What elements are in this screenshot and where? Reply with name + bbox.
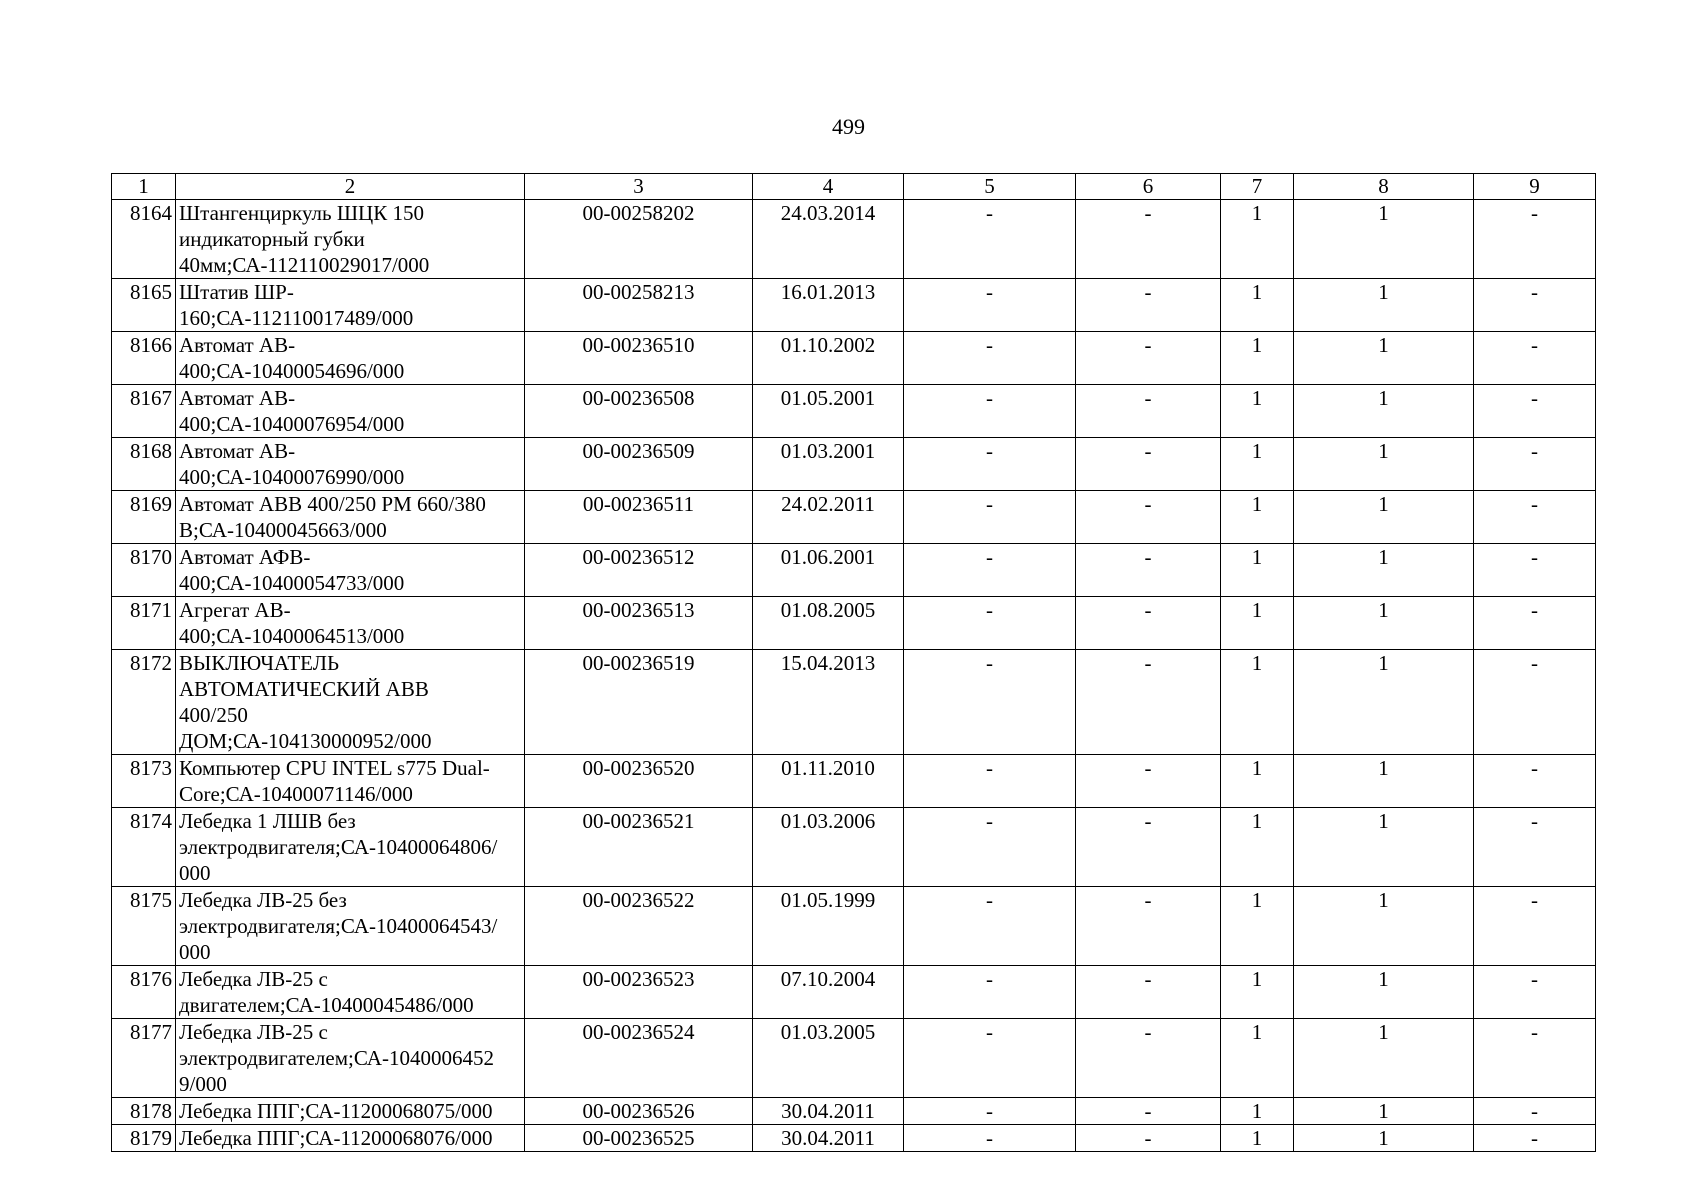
item-name-line: двигателем;СА-10400045486/000 (179, 993, 474, 1017)
item-name-line: Core;СА-10400071146/000 (179, 782, 413, 806)
date-cell: 30.04.2011 (753, 1125, 904, 1152)
item-name-line: 400;СА-10400054696/000 (179, 359, 405, 383)
row-number-cell: 8167 (112, 385, 176, 438)
item-name-cell (176, 200, 525, 279)
column-5-cell: - (904, 279, 1076, 332)
column-8-cell: 1 (1294, 887, 1474, 966)
item-name-line: Автомат АФВ- (179, 545, 311, 569)
column-7-cell: 1 (1221, 597, 1294, 650)
table-row (112, 966, 1596, 1019)
column-5-cell: - (904, 544, 1076, 597)
item-name-line: Лебедка 1 ЛШВ без (179, 809, 356, 833)
column-5-cell: - (904, 1098, 1076, 1125)
item-name-line: Автомат АВ- (179, 333, 296, 357)
column-9-cell: - (1474, 1098, 1596, 1125)
column-5-cell: - (904, 808, 1076, 887)
item-name-line: 400/250 (179, 703, 248, 727)
column-6-cell: - (1076, 279, 1221, 332)
column-8-cell: 1 (1294, 808, 1474, 887)
table-row (112, 755, 1596, 808)
row-number-cell: 8164 (112, 200, 176, 279)
item-name-line: электродвигателя;СА-10400064543/ (179, 914, 498, 938)
item-name-line: 400;СА-10400076990/000 (179, 465, 405, 489)
inventory-code-cell: 00-00236524 (525, 1019, 753, 1098)
item-name-line: Лебедка ЛВ-25 с (179, 1020, 328, 1044)
column-6-cell: - (1076, 755, 1221, 808)
item-name-line: 400;СА-10400064513/000 (179, 624, 405, 648)
item-name-line: 40мм;СА-112110029017/000 (179, 253, 430, 277)
item-name-line: ДОМ;СА-104130000952/000 (179, 729, 432, 753)
column-7-cell: 1 (1221, 438, 1294, 491)
row-number-cell: 8171 (112, 597, 176, 650)
table-row (112, 385, 1596, 438)
asset-register-table (111, 173, 1596, 1152)
column-8-cell: 1 (1294, 1019, 1474, 1098)
item-name-line: 000 (179, 861, 211, 885)
column-header: 5 (904, 174, 1076, 200)
item-name-line: электродвигателем;СА-1040006452 (179, 1046, 494, 1070)
date-cell: 01.08.2005 (753, 597, 904, 650)
item-name-line: Компьютер CPU INTEL s775 Dual- (179, 756, 490, 780)
inventory-code-cell: 00-00236522 (525, 887, 753, 966)
item-name-cell (176, 1019, 525, 1098)
column-6-cell: - (1076, 438, 1221, 491)
column-header: 6 (1076, 174, 1221, 200)
row-number-cell: 8169 (112, 491, 176, 544)
table-row (112, 200, 1596, 279)
column-7-cell: 1 (1221, 385, 1294, 438)
column-6-cell: - (1076, 887, 1221, 966)
item-name-cell (176, 808, 525, 887)
column-5-cell: - (904, 385, 1076, 438)
column-header: 3 (525, 174, 753, 200)
date-cell: 16.01.2013 (753, 279, 904, 332)
row-number-cell: 8170 (112, 544, 176, 597)
row-number-cell: 8176 (112, 966, 176, 1019)
column-5-cell: - (904, 755, 1076, 808)
column-5-cell: - (904, 650, 1076, 755)
inventory-code-cell: 00-00236508 (525, 385, 753, 438)
column-6-cell: - (1076, 808, 1221, 887)
column-9-cell: - (1474, 544, 1596, 597)
item-name-cell (176, 755, 525, 808)
item-name-cell (176, 597, 525, 650)
date-cell: 01.10.2002 (753, 332, 904, 385)
date-cell: 01.05.2001 (753, 385, 904, 438)
column-header: 8 (1294, 174, 1474, 200)
item-name-line: 000 (179, 940, 211, 964)
column-5-cell: - (904, 332, 1076, 385)
column-9-cell: - (1474, 200, 1596, 279)
column-9-cell: - (1474, 808, 1596, 887)
item-name-line: электродвигателя;СА-10400064806/ (179, 835, 498, 859)
column-7-cell: 1 (1221, 966, 1294, 1019)
column-9-cell: - (1474, 438, 1596, 491)
row-number-cell: 8174 (112, 808, 176, 887)
column-7-cell: 1 (1221, 1125, 1294, 1152)
item-name-cell (176, 332, 525, 385)
column-5-cell: - (904, 1019, 1076, 1098)
column-9-cell: - (1474, 650, 1596, 755)
column-7-cell: 1 (1221, 544, 1294, 597)
inventory-code-cell: 00-00236519 (525, 650, 753, 755)
item-name-cell (176, 966, 525, 1019)
row-number-cell: 8172 (112, 650, 176, 755)
column-8-cell: 1 (1294, 491, 1474, 544)
column-8-cell: 1 (1294, 755, 1474, 808)
column-9-cell: - (1474, 332, 1596, 385)
column-8-cell: 1 (1294, 385, 1474, 438)
column-5-cell: - (904, 491, 1076, 544)
table-body (112, 200, 1596, 1152)
page-number: 499 (832, 114, 865, 139)
column-header: 9 (1474, 174, 1596, 200)
column-7-cell: 1 (1221, 332, 1294, 385)
column-7-cell: 1 (1221, 887, 1294, 966)
date-cell: 01.06.2001 (753, 544, 904, 597)
inventory-code-cell: 00-00236512 (525, 544, 753, 597)
date-cell: 01.03.2006 (753, 808, 904, 887)
item-name-line: Штангенциркуль ШЦК 150 (179, 201, 424, 225)
column-8-cell: 1 (1294, 544, 1474, 597)
column-6-cell: - (1076, 1098, 1221, 1125)
item-name-line: Лебедка ЛВ-25 без (179, 888, 347, 912)
column-8-cell: 1 (1294, 332, 1474, 385)
table-row (112, 491, 1596, 544)
column-9-cell: - (1474, 385, 1596, 438)
date-cell: 24.03.2014 (753, 200, 904, 279)
column-6-cell: - (1076, 966, 1221, 1019)
date-cell: 07.10.2004 (753, 966, 904, 1019)
table-row (112, 332, 1596, 385)
column-8-cell: 1 (1294, 200, 1474, 279)
column-6-cell: - (1076, 544, 1221, 597)
table-row (112, 887, 1596, 966)
item-name-line: Автомат АВВ 400/250 РМ 660/380 (179, 492, 486, 516)
item-name-cell (176, 279, 525, 332)
column-number-header-row (112, 174, 1596, 200)
date-cell: 30.04.2011 (753, 1098, 904, 1125)
column-8-cell: 1 (1294, 279, 1474, 332)
date-cell: 15.04.2013 (753, 650, 904, 755)
table-row (112, 1098, 1596, 1125)
column-6-cell: - (1076, 597, 1221, 650)
item-name-cell (176, 887, 525, 966)
inventory-code-cell: 00-00258213 (525, 279, 753, 332)
item-name-line: индикаторный губки (179, 227, 365, 251)
inventory-code-cell: 00-00236520 (525, 755, 753, 808)
row-number-cell: 8165 (112, 279, 176, 332)
table-row (112, 1125, 1596, 1152)
row-number-cell: 8177 (112, 1019, 176, 1098)
column-8-cell: 1 (1294, 597, 1474, 650)
column-7-cell: 1 (1221, 650, 1294, 755)
table-row (112, 279, 1596, 332)
column-5-cell: - (904, 200, 1076, 279)
item-name-line: В;СА-10400045663/000 (179, 518, 387, 542)
column-7-cell: 1 (1221, 755, 1294, 808)
inventory-code-cell: 00-00236521 (525, 808, 753, 887)
table-row (112, 650, 1596, 755)
column-8-cell: 1 (1294, 650, 1474, 755)
item-name-cell (176, 438, 525, 491)
item-name-line: Лебедка ЛВ-25 с (179, 967, 328, 991)
item-name-line: 400;СА-10400054733/000 (179, 571, 405, 595)
column-7-cell: 1 (1221, 491, 1294, 544)
item-name-line: Лебедка ППГ;СА-11200068076/000 (179, 1126, 493, 1150)
column-header: 1 (112, 174, 176, 200)
row-number-cell: 8166 (112, 332, 176, 385)
item-name-line: Автомат АВ- (179, 439, 296, 463)
column-header: 4 (753, 174, 904, 200)
date-cell: 01.03.2005 (753, 1019, 904, 1098)
column-9-cell: - (1474, 491, 1596, 544)
column-7-cell: 1 (1221, 279, 1294, 332)
column-6-cell: - (1076, 385, 1221, 438)
row-number-cell: 8173 (112, 755, 176, 808)
inventory-code-cell: 00-00236511 (525, 491, 753, 544)
row-number-cell: 8168 (112, 438, 176, 491)
column-9-cell: - (1474, 1019, 1596, 1098)
item-name-line: Штатив ШР- (179, 280, 294, 304)
column-6-cell: - (1076, 650, 1221, 755)
column-6-cell: - (1076, 332, 1221, 385)
column-8-cell: 1 (1294, 438, 1474, 491)
date-cell: 24.02.2011 (753, 491, 904, 544)
inventory-code-cell: 00-00258202 (525, 200, 753, 279)
inventory-code-cell: 00-00236523 (525, 966, 753, 1019)
inventory-code-cell: 00-00236526 (525, 1098, 753, 1125)
item-name-line: Лебедка ППГ;СА-11200068075/000 (179, 1099, 493, 1123)
column-5-cell: - (904, 966, 1076, 1019)
inventory-code-cell: 00-00236513 (525, 597, 753, 650)
item-name-cell (176, 1098, 525, 1125)
item-name-line: 400;СА-10400076954/000 (179, 412, 405, 436)
column-7-cell: 1 (1221, 1098, 1294, 1125)
row-number-cell: 8179 (112, 1125, 176, 1152)
inventory-code-cell: 00-00236510 (525, 332, 753, 385)
column-5-cell: - (904, 597, 1076, 650)
item-name-cell (176, 544, 525, 597)
row-number-cell: 8178 (112, 1098, 176, 1125)
column-9-cell: - (1474, 887, 1596, 966)
column-9-cell: - (1474, 1125, 1596, 1152)
item-name-line: АВТОМАТИЧЕСКИЙ АВВ (179, 677, 429, 701)
column-6-cell: - (1076, 491, 1221, 544)
item-name-line: 9/000 (179, 1072, 227, 1096)
item-name-line: ВЫКЛЮЧАТЕЛЬ (179, 651, 340, 675)
table-row (112, 1019, 1596, 1098)
column-6-cell: - (1076, 1019, 1221, 1098)
column-9-cell: - (1474, 966, 1596, 1019)
column-7-cell: 1 (1221, 808, 1294, 887)
inventory-code-cell: 00-00236525 (525, 1125, 753, 1152)
date-cell: 01.05.1999 (753, 887, 904, 966)
item-name-line: 160;СА-112110017489/000 (179, 306, 414, 330)
inventory-code-cell: 00-00236509 (525, 438, 753, 491)
table-row (112, 597, 1596, 650)
item-name-cell (176, 385, 525, 438)
item-name-line: Автомат АВ- (179, 386, 296, 410)
item-name-cell (176, 650, 525, 755)
column-6-cell: - (1076, 1125, 1221, 1152)
column-8-cell: 1 (1294, 1125, 1474, 1152)
column-5-cell: - (904, 887, 1076, 966)
column-6-cell: - (1076, 200, 1221, 279)
item-name-cell (176, 491, 525, 544)
column-header: 2 (176, 174, 525, 200)
column-7-cell: 1 (1221, 1019, 1294, 1098)
date-cell: 01.03.2001 (753, 438, 904, 491)
column-7-cell: 1 (1221, 200, 1294, 279)
table-row (112, 544, 1596, 597)
table-row (112, 808, 1596, 887)
item-name-cell (176, 1125, 525, 1152)
row-number-cell: 8175 (112, 887, 176, 966)
column-8-cell: 1 (1294, 966, 1474, 1019)
column-header: 7 (1221, 174, 1294, 200)
table-row (112, 438, 1596, 491)
column-9-cell: - (1474, 597, 1596, 650)
column-8-cell: 1 (1294, 1098, 1474, 1125)
item-name-line: Агрегат АВ- (179, 598, 291, 622)
column-5-cell: - (904, 1125, 1076, 1152)
date-cell: 01.11.2010 (753, 755, 904, 808)
column-9-cell: - (1474, 755, 1596, 808)
column-9-cell: - (1474, 279, 1596, 332)
column-5-cell: - (904, 438, 1076, 491)
